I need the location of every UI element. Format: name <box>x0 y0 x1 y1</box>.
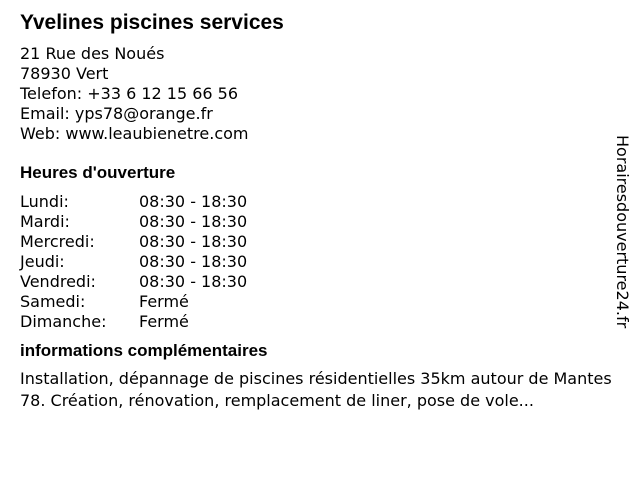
website-line: Web: www.leaubienetre.com <box>20 124 249 143</box>
hours-day: Lundi: <box>20 192 69 211</box>
hours-day: Samedi: <box>20 292 86 311</box>
hours-row <box>20 272 620 292</box>
additional-info-text: Installation, dépannage de piscines résidentielles 35km autour de Mantes 78. Création, rénovation, remplacement de liner, pose de vole... <box>20 369 612 410</box>
street-address: 21 Rue des Noués <box>20 44 165 63</box>
hours-row <box>20 212 620 232</box>
hours-time: Fermé <box>139 312 189 331</box>
additional-info-heading: informations complémentaires <box>20 341 268 360</box>
hours-time: 08:30 - 18:30 <box>139 192 248 211</box>
hours-time: 08:30 - 18:30 <box>139 232 248 251</box>
site-watermark: Horairesdouverture24.fr <box>613 135 632 329</box>
hours-time: 08:30 - 18:30 <box>139 252 248 271</box>
phone-line: Telefon: +33 6 12 15 66 56 <box>20 84 239 103</box>
email-line: Email: yps78@orange.fr <box>20 104 213 123</box>
hours-time: 08:30 - 18:30 <box>139 272 248 291</box>
opening-hours-heading: Heures d'ouverture <box>20 163 176 182</box>
hours-day: Mardi: <box>20 212 70 231</box>
business-name: Yvelines piscines services <box>20 11 284 34</box>
hours-time: 08:30 - 18:30 <box>139 212 248 231</box>
hours-row <box>20 192 620 212</box>
hours-row <box>20 292 620 312</box>
hours-day: Mercredi: <box>20 232 95 251</box>
city-postcode: 78930 Vert <box>20 64 109 83</box>
hours-row <box>20 252 620 272</box>
hours-row <box>20 232 620 252</box>
hours-time: Fermé <box>139 292 189 311</box>
business-card <box>20 10 620 412</box>
hours-day: Dimanche: <box>20 312 107 331</box>
hours-day: Vendredi: <box>20 272 96 291</box>
hours-row <box>20 312 620 332</box>
hours-day: Jeudi: <box>20 252 65 271</box>
